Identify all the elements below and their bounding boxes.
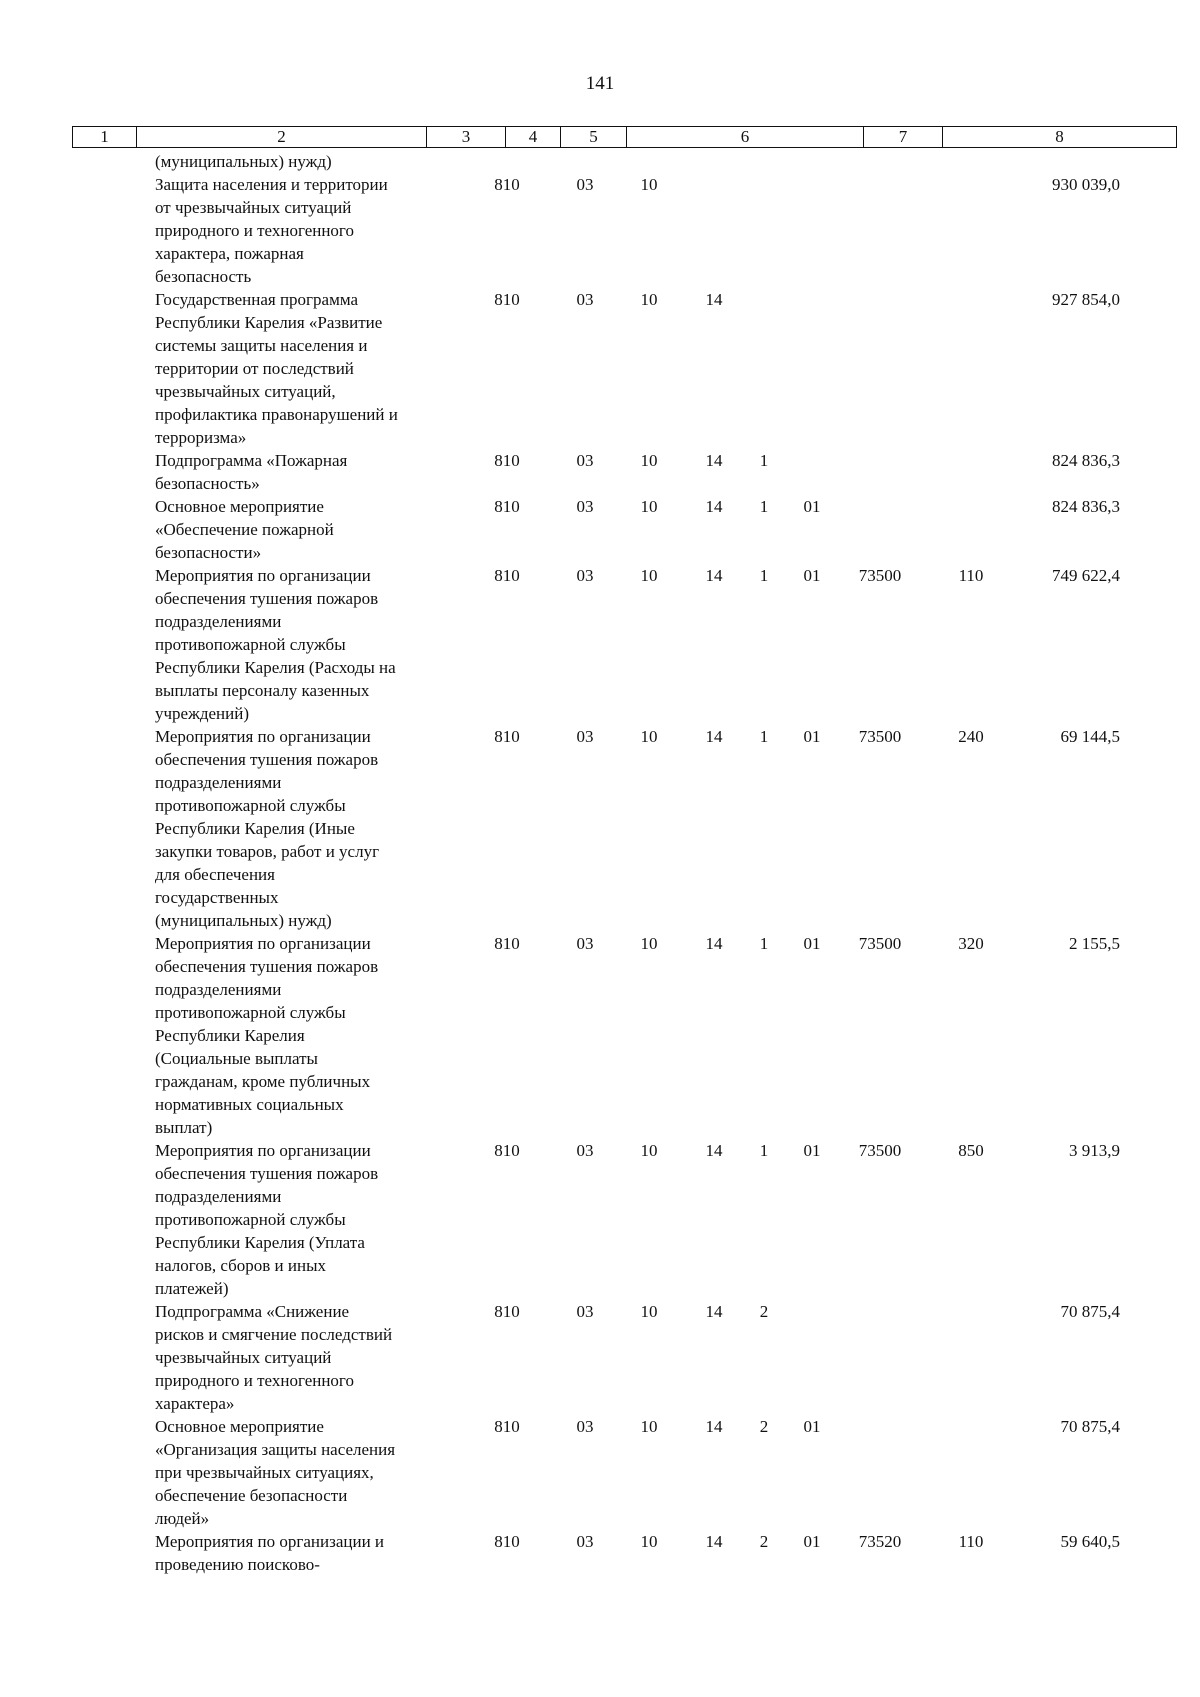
cell-program-code: 14	[705, 727, 723, 746]
budget-table-body	[72, 150, 1176, 1576]
cell-expense-type-code: 110	[958, 566, 984, 585]
cell-section-code: 03	[576, 1141, 594, 1160]
table-row	[72, 1300, 1176, 1415]
cell-ministry-code: 810	[494, 727, 520, 746]
row-description: Мероприятия по организации обеспечения тушения пожаров подразделениями противопожарной службы Республики Карелия (Социальные выплаты гражданам, кроме публичных нормативных социальных выплат)	[155, 934, 379, 1137]
cell-subsection-code: 10	[640, 1417, 658, 1436]
cell-amount: 824 836,3	[1052, 451, 1120, 470]
cell-section-code: 03	[576, 934, 594, 953]
cell-activity-code: 01	[803, 1532, 821, 1551]
cell-amount: 824 836,3	[1052, 497, 1120, 516]
cell-subsection-code: 10	[640, 1302, 658, 1321]
cell-subsection-code: 10	[640, 290, 658, 309]
row-description: Подпрограмма «Пожарная безопасность»	[155, 451, 348, 493]
cell-subprogram-code: 1	[759, 1141, 769, 1160]
cell-direction-code: 73500	[858, 727, 902, 746]
cell-subsection-code: 10	[640, 175, 658, 194]
cell-section-code: 03	[576, 566, 594, 585]
cell-section-code: 03	[576, 1417, 594, 1436]
cell-program-code: 14	[705, 1302, 723, 1321]
column-header-6: 6	[627, 127, 864, 148]
cell-amount: 70 875,4	[1060, 1417, 1120, 1436]
cell-expense-type-code: 850	[958, 1141, 984, 1160]
cell-direction-code: 73500	[858, 934, 902, 953]
cell-activity-code: 01	[803, 566, 821, 585]
row-description: Основное мероприятие «Обеспечение пожарной безопасности»	[155, 497, 334, 562]
cell-program-code: 14	[705, 1141, 723, 1160]
page-number: 141	[585, 73, 615, 94]
cell-ministry-code: 810	[494, 1532, 520, 1551]
column-header-4: 4	[506, 127, 561, 148]
cell-program-code: 14	[705, 566, 723, 585]
cell-subsection-code: 10	[640, 727, 658, 746]
cell-amount: 749 622,4	[1052, 566, 1120, 585]
column-header-3: 3	[427, 127, 506, 148]
table-row	[72, 564, 1176, 725]
table-row	[72, 173, 1176, 288]
cell-subprogram-code: 1	[759, 934, 769, 953]
cell-ministry-code: 810	[494, 566, 520, 585]
table-row	[72, 449, 1176, 495]
row-description: Защита населения и территории от чрезвычайных ситуаций природного и техногенного характера, пожарная безопасность	[155, 175, 388, 286]
cell-ministry-code: 810	[494, 1417, 520, 1436]
table-row	[72, 1530, 1176, 1576]
cell-ministry-code: 810	[494, 290, 520, 309]
cell-direction-code: 73500	[858, 566, 902, 585]
cell-ministry-code: 810	[494, 934, 520, 953]
cell-direction-code: 73520	[858, 1532, 902, 1551]
cell-amount: 927 854,0	[1052, 290, 1120, 309]
cell-program-code: 14	[705, 934, 723, 953]
row-description: (муниципальных) нужд)	[155, 152, 332, 171]
cell-section-code: 03	[576, 175, 594, 194]
cell-subsection-code: 10	[640, 451, 658, 470]
cell-activity-code: 01	[803, 497, 821, 516]
cell-subsection-code: 10	[640, 934, 658, 953]
cell-activity-code: 01	[803, 1417, 821, 1436]
row-description: Мероприятия по организации обеспечения тушения пожаров подразделениями противопожарной службы Республики Карелия (Уплата налогов, сборов и иных платежей)	[155, 1141, 379, 1298]
cell-subprogram-code: 2	[759, 1532, 769, 1551]
cell-section-code: 03	[576, 497, 594, 516]
cell-amount: 70 875,4	[1060, 1302, 1120, 1321]
column-header-1: 1	[73, 127, 137, 148]
column-header-table	[72, 126, 1177, 148]
cell-section-code: 03	[576, 727, 594, 746]
cell-section-code: 03	[576, 1302, 594, 1321]
row-description: Мероприятия по организации обеспечения тушения пожаров подразделениями противопожарной службы Республики Карелия (Расходы на выплаты персоналу казенных учреждений)	[155, 566, 396, 723]
cell-subsection-code: 10	[640, 566, 658, 585]
table-row	[72, 288, 1176, 449]
column-header-2: 2	[137, 127, 427, 148]
cell-expense-type-code: 320	[958, 934, 984, 953]
cell-subprogram-code: 2	[759, 1302, 769, 1321]
row-description: Мероприятия по организации и проведению поисково-	[155, 1532, 385, 1574]
cell-amount: 69 144,5	[1060, 727, 1120, 746]
cell-ministry-code: 810	[494, 497, 520, 516]
table-row	[72, 495, 1176, 564]
cell-section-code: 03	[576, 451, 594, 470]
column-header-8: 8	[943, 127, 1177, 148]
cell-ministry-code: 810	[494, 1302, 520, 1321]
cell-program-code: 14	[705, 497, 723, 516]
column-header-7: 7	[864, 127, 943, 148]
table-row	[72, 150, 1176, 173]
cell-subprogram-code: 1	[759, 727, 769, 746]
cell-ministry-code: 810	[494, 1141, 520, 1160]
cell-program-code: 14	[705, 1417, 723, 1436]
cell-subprogram-code: 1	[759, 451, 769, 470]
table-row	[72, 932, 1176, 1139]
table-row	[72, 725, 1176, 932]
column-header-row	[73, 127, 1177, 148]
cell-program-code: 14	[705, 451, 723, 470]
cell-activity-code: 01	[803, 1141, 821, 1160]
cell-subprogram-code: 1	[759, 566, 769, 585]
column-header-5: 5	[561, 127, 627, 148]
cell-ministry-code: 810	[494, 175, 520, 194]
row-description: Подпрограмма «Снижение рисков и смягчение последствий чрезвычайных ситуаций природного и техногенного характера»	[155, 1302, 393, 1413]
table-row	[72, 1139, 1176, 1300]
cell-activity-code: 01	[803, 727, 821, 746]
cell-amount: 3 913,9	[1069, 1141, 1120, 1160]
cell-expense-type-code: 110	[958, 1532, 984, 1551]
cell-program-code: 14	[705, 290, 723, 309]
cell-amount: 2 155,5	[1069, 934, 1120, 953]
cell-subprogram-code: 1	[759, 497, 769, 516]
row-description: Мероприятия по организации обеспечения тушения пожаров подразделениями противопожарной службы Республики Карелия (Иные закупки товаров, работ и услуг для обеспечения государственных (муниципальных) нужд)	[155, 727, 380, 930]
cell-amount: 930 039,0	[1052, 175, 1120, 194]
cell-subsection-code: 10	[640, 497, 658, 516]
cell-ministry-code: 810	[494, 451, 520, 470]
cell-amount: 59 640,5	[1060, 1532, 1120, 1551]
cell-activity-code: 01	[803, 934, 821, 953]
cell-program-code: 14	[705, 1532, 723, 1551]
row-description: Государственная программа Республики Карелия «Развитие системы защиты населения и территории от последствий чрезвычайных ситуаций, профилактика правонарушений и терроризма»	[155, 290, 398, 447]
cell-subsection-code: 10	[640, 1532, 658, 1551]
cell-section-code: 03	[576, 290, 594, 309]
cell-direction-code: 73500	[858, 1141, 902, 1160]
cell-section-code: 03	[576, 1532, 594, 1551]
row-description: Основное мероприятие «Организация защиты населения при чрезвычайных ситуациях, обеспечение безопасности людей»	[155, 1417, 396, 1528]
cell-expense-type-code: 240	[958, 727, 984, 746]
cell-subsection-code: 10	[640, 1141, 658, 1160]
cell-subprogram-code: 2	[759, 1417, 769, 1436]
table-row	[72, 1415, 1176, 1530]
